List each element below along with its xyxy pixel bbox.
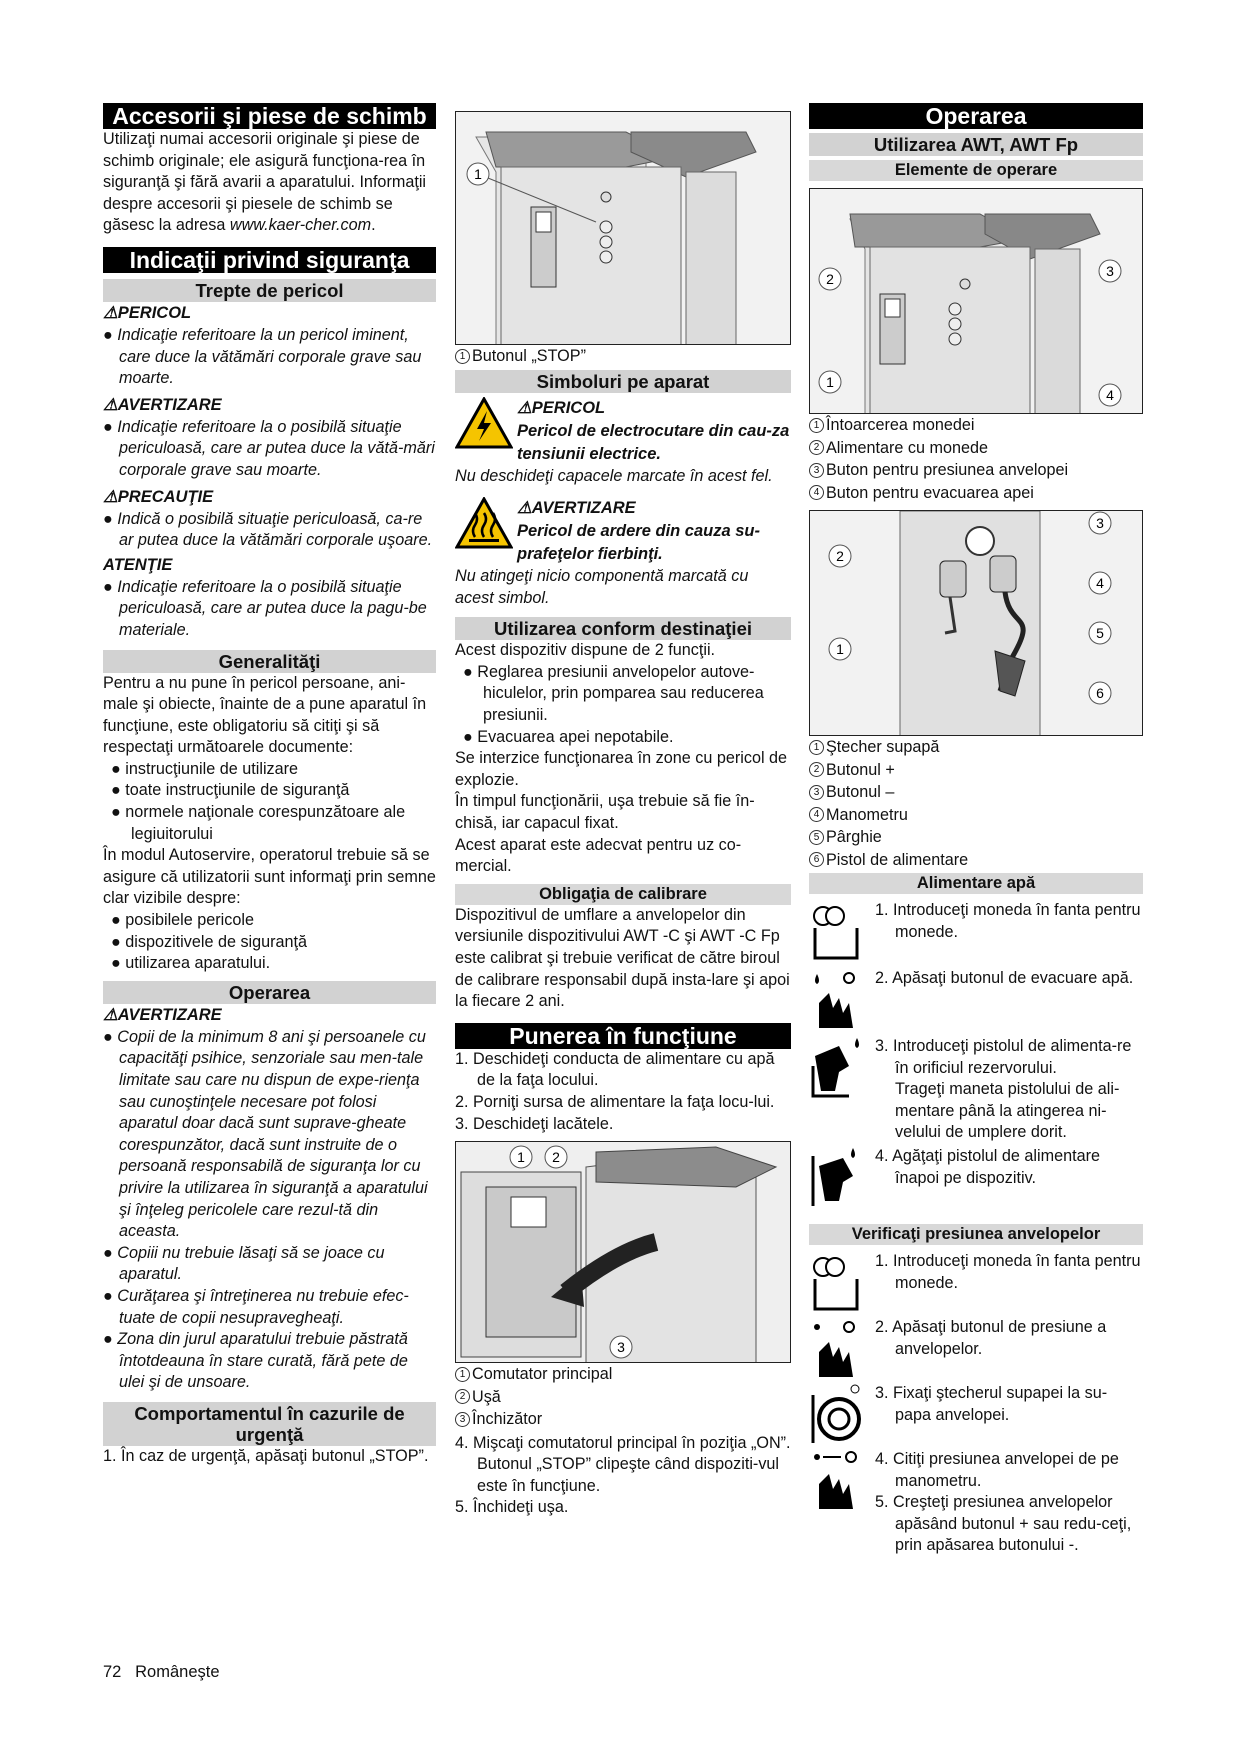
hot-surface-icon bbox=[455, 497, 513, 549]
list-item: ● posibilele pericole bbox=[111, 911, 254, 930]
label-avertizare-operare: ⚠AVERTIZARE bbox=[103, 1005, 222, 1024]
label-atentie: ATENŢIE bbox=[103, 555, 173, 574]
text-sym1: Nu deschideţi capacele marcate în acest fel. bbox=[455, 466, 773, 485]
figure-caption: 4 Manometru bbox=[809, 804, 1143, 827]
step-urgenta: 1. În caz de urgenţă, apăsaţi butonul „STOP”. bbox=[103, 1446, 429, 1465]
heading-utilizarea-destinatie: Utilizarea conform destinaţiei bbox=[455, 617, 791, 640]
label-pericol: ⚠PERICOL bbox=[103, 303, 192, 322]
figure-caption: 2 Alimentare cu monede bbox=[809, 437, 1143, 460]
figure-caption: 1 Comutator principal bbox=[455, 1363, 791, 1386]
step-row: 4. Agăţaţi pistolul de alimentare înapoi pe dispozitiv. bbox=[809, 1146, 1143, 1208]
figure-stop-button bbox=[455, 111, 791, 345]
callout-1: 1 bbox=[826, 374, 834, 390]
coin-insert-icon bbox=[809, 900, 865, 962]
callout-3: 3 bbox=[1106, 263, 1114, 279]
link-kaercher[interactable]: www.kaer-cher.com bbox=[229, 216, 372, 235]
symbol-hot: ⚠AVERTIZARE Pericol de ardere din cauza su-prafeţelor fierbinţi. bbox=[455, 497, 791, 566]
fill-gun-icon bbox=[809, 1036, 865, 1098]
step-row: 3. Fixaţi ştecherul supapei la su-papa anvelopei. bbox=[809, 1383, 1143, 1445]
figure-controls bbox=[809, 188, 1143, 414]
figure-caption: 5 Pârghie bbox=[809, 826, 1143, 849]
coin-insert-icon bbox=[809, 1251, 865, 1313]
valve-plug-icon bbox=[809, 1383, 865, 1445]
heading-punerea: Punerea în funcţiune bbox=[455, 1023, 791, 1049]
figure-caption: 1 Butonul „STOP” bbox=[455, 345, 791, 368]
callout-2: 2 bbox=[836, 548, 844, 564]
list-item: ● Evacuarea apei nepotabile. bbox=[463, 727, 674, 746]
electric-hazard-icon bbox=[455, 397, 513, 449]
step: 2. Porniţi sursa de alimentare la faţa locu-lui. bbox=[455, 1092, 775, 1111]
step: 3. Deschideţi lacătele. bbox=[455, 1114, 614, 1133]
figure-water-air bbox=[809, 510, 1143, 736]
text-atentie: ● Indicaţie referitoare la o posibilă situaţie periculoasă, care ar putea duce la pagu-be materiale. bbox=[103, 577, 427, 639]
step: 4. Mişcaţi comutatorul principal în poziţia „ON”. bbox=[455, 1433, 791, 1452]
figure-caption: 3 Închizător bbox=[455, 1408, 791, 1431]
heading-trepte: Trepte de pericol bbox=[103, 279, 436, 302]
step: 1. Deschideţi conducta de alimentare cu apă de la faţa locului. bbox=[455, 1049, 775, 1090]
list-item: ● Copii de la minimum 8 ani şi persoanele cu capacităţi psihice, senzoriale sau men-tale limitate sau care nu dispun de expe-rienţa sau cunoştinţele necesare pot folosi aparatul doar dacă sunt suprave-gheate corespunzător, dacă sunt instruite de o persoană responsabilă de siguranţa lor cu privire la utilizarea în siguranţă a aparatului şi înţeleg pericolele care rezul-tă din aceasta. bbox=[103, 1027, 428, 1241]
step-row: 3. Introduceţi pistolul de alimenta-re în orificiul rezervorului. Trageţi maneta pistolului de ali-mentare până la atingerea ni-velului de umplere dorit. bbox=[809, 1036, 1143, 1144]
list-item: ● dispozitivele de siguranţă bbox=[111, 932, 308, 951]
water-button-icon bbox=[809, 968, 865, 1030]
footer-language: Româneşte bbox=[135, 1663, 220, 1681]
figure-door bbox=[455, 1141, 791, 1363]
text-precautie: ● Indică o posibilă situaţie periculoasă, ca-re ar putea duce la vătămări corporale uşoare. bbox=[103, 509, 433, 550]
hang-gun-icon bbox=[809, 1146, 865, 1208]
text-avertizare: ● Indicaţie referitoare la o posibilă situaţie periculoasă, care ar putea duce la vătă-mări corporale grave sau moarte. bbox=[103, 417, 435, 479]
list-item: ● utilizarea aparatului. bbox=[111, 954, 271, 973]
figure-caption: 6 Pistol de alimentare bbox=[809, 849, 1143, 872]
heading-generalitati: Generalităţi bbox=[103, 650, 436, 673]
callout-2: 2 bbox=[552, 1149, 560, 1166]
figure-caption: 3 Butonul – bbox=[809, 781, 1143, 804]
step: 5. Închideţi uşa. bbox=[455, 1498, 569, 1517]
pressure-button-icon bbox=[809, 1317, 865, 1379]
text-sym2: Nu atingeţi nicio componentă marcată cu acest simbol. bbox=[455, 567, 749, 607]
heading-utilizarea-awt: Utilizarea AWT, AWT Fp bbox=[809, 133, 1143, 156]
heading-alimentare-apa: Alimentare apă bbox=[809, 873, 1143, 894]
heading-operarea: Operarea bbox=[103, 981, 436, 1004]
column-middle bbox=[455, 103, 791, 1519]
callout-5: 5 bbox=[1096, 625, 1104, 641]
text-calibrare: Dispozitivul de umflare a anvelopelor din versiunile dispozitivului AWT -C şi AWT -C Fp este calibrat şi trebuie verificat de către biroul de calibrare responsabil după insta-lare şi apoi la fiecare 2 ani. bbox=[455, 905, 790, 1011]
step-row: 1. Introduceţi moneda în fanta pentru monede. bbox=[809, 900, 1143, 962]
heading-simboluri: Simboluri pe aparat bbox=[455, 370, 791, 393]
callout-1: 1 bbox=[474, 166, 482, 182]
list-item: ● Curăţarea şi întreţinerea nu trebuie efec-tuate de copii nesupravegheaţi. bbox=[103, 1286, 409, 1327]
step-row: 2. Apăsaţi butonul de presiune a anvelopelor. bbox=[809, 1317, 1143, 1379]
label-avertizare: ⚠AVERTIZARE bbox=[103, 395, 222, 414]
text-autoservire: În modul Autoservire, operatorul trebuie să se asigure că utilizatorii sunt informaţi prin semne clar vizibile despre: bbox=[103, 846, 436, 908]
heading-urgenta: Comportamentul în cazurile de urgenţă bbox=[103, 1402, 436, 1446]
label-precautie: ⚠PRECAUŢIE bbox=[103, 487, 214, 506]
text-comercial: Acest aparat este adecvat pentru uz co-mercial. bbox=[455, 835, 742, 876]
list-item: ● normele naţionale corespunzătoare ale legiuitorului bbox=[111, 803, 406, 843]
page-number: 72 bbox=[103, 1663, 122, 1681]
callout-4: 4 bbox=[1096, 575, 1104, 591]
callout-2: 2 bbox=[826, 271, 834, 287]
heading-operarea-main: Operarea bbox=[809, 103, 1143, 129]
figure-caption: 1 Întoarcerea monedei bbox=[809, 414, 1143, 437]
list-item: ● Copiii nu trebuie lăsaţi să se joace cu aparatul. bbox=[103, 1243, 385, 1284]
heading-calibrare: Obligaţia de calibrare bbox=[455, 884, 791, 905]
column-right bbox=[809, 103, 1143, 1557]
column-left bbox=[103, 103, 436, 1468]
heading-siguranta: Indicaţii privind siguranţa bbox=[103, 247, 436, 273]
callout-1: 1 bbox=[517, 1149, 525, 1166]
figure-caption: 1 Ştecher supapă bbox=[809, 736, 1143, 759]
figure-caption: 2 Butonul + bbox=[809, 759, 1143, 782]
list-item: ● Reglarea presiunii anvelopelor autove-hiculelor, prin pomparea sau reducerea presiunii. bbox=[463, 662, 764, 725]
list-item: ● toate instrucţiunile de siguranţă bbox=[111, 781, 350, 800]
gauge-read-icon bbox=[809, 1449, 865, 1511]
callout-1: 1 bbox=[836, 641, 844, 657]
text-usa: În timpul funcţionării, uşa trebuie să fie în-chisă, iar capacul fixat. bbox=[455, 792, 755, 833]
heading-presiune: Verificaţi presiunea anvelopelor bbox=[809, 1224, 1143, 1245]
figure-caption: 3 Buton pentru presiunea anvelopei bbox=[809, 459, 1143, 482]
step-note: Butonul „STOP” clipeşte când dispoziti-vul este în funcţiune. bbox=[477, 1455, 780, 1495]
callout-4: 4 bbox=[1106, 387, 1114, 403]
figure-caption: 4 Buton pentru evacuarea apei bbox=[809, 482, 1143, 505]
callout-3: 3 bbox=[617, 1339, 625, 1356]
list-item: ● Zona din jurul aparatului trebuie păstrată întotdeauna în stare curată, fără pete de ulei şi de unsoare. bbox=[103, 1330, 408, 1392]
text-accesorii: Utilizaţi numai accesorii originale şi piese de schimb originale; ele asigură funcţiona-rea în siguranţă şi fără avarii a aparatului. Informaţii despre accesorii şi piesele de schimb se găsesc la adresa www.kaer-cher.com. bbox=[103, 130, 427, 235]
text-pericol: ● Indicaţie referitoare la un pericol iminent, care duce la vătămări corporale grave sau moarte. bbox=[103, 325, 422, 388]
figure-caption: 2 Uşă bbox=[455, 1386, 791, 1409]
step-row: 1. Introduceţi moneda în fanta pentru monede. bbox=[809, 1251, 1143, 1313]
text-generalitati: Pentru a nu pune în pericol persoane, ani-male şi obiecte, înainte de a pune aparatul în funcţiune, este obligatoriu să citiţi şi să respectaţi următoarele documente: bbox=[103, 673, 427, 757]
symbol-electric: ⚠PERICOL Pericol de electrocutare din cau-za tensiunii electrice. bbox=[455, 397, 791, 466]
text-functii: Acest dispozitiv dispune de 2 funcţii. bbox=[455, 641, 716, 660]
heading-elemente: Elemente de operare bbox=[809, 160, 1143, 181]
callout-3: 3 bbox=[1096, 515, 1104, 531]
text-exploz: Se interzice funcţionarea în zone cu pericol de explozie. bbox=[455, 749, 788, 789]
heading-accesorii: Accesorii şi piese de schimb bbox=[103, 103, 436, 129]
step-row: 4. Citiţi presiunea anvelopei de pe manometru. 5. Creşteţi presiunea anvelopelor apăsând butonul + sau redu-ceţi, prin apăsarea butonului -. bbox=[809, 1449, 1143, 1557]
callout-6: 6 bbox=[1096, 685, 1104, 701]
list-item: ● instrucţiunile de utilizare bbox=[111, 759, 299, 778]
step-row: 2. Apăsaţi butonul de evacuare apă. bbox=[809, 968, 1143, 1030]
page-footer bbox=[103, 1662, 220, 1684]
